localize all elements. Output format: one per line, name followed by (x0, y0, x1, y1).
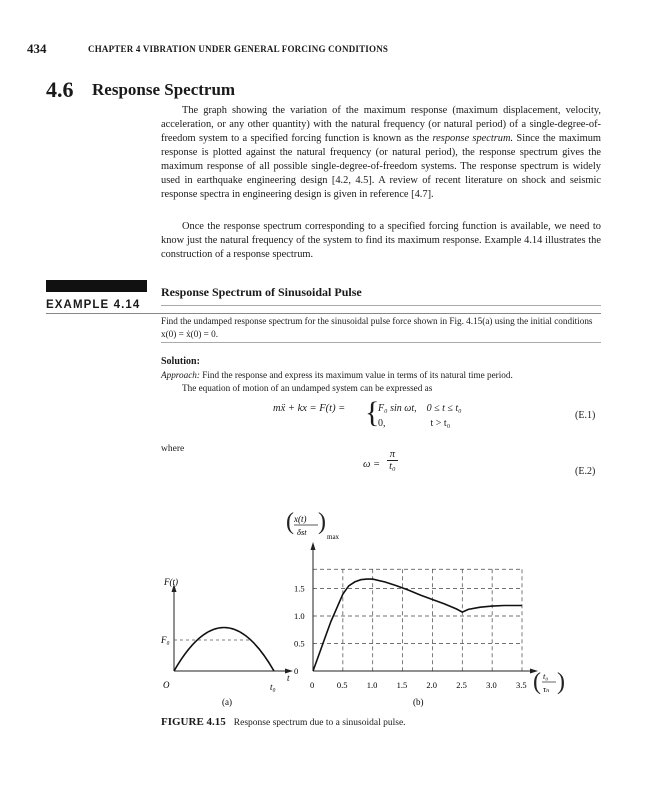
response-spectrum-curve (313, 579, 522, 671)
panel-b-x-label-num: t₀ (543, 671, 549, 681)
y-tick-label: 0.5 (294, 638, 305, 649)
x-tick-label: 2.0 (426, 680, 438, 690)
x-tick-label: 0.5 (336, 680, 348, 690)
example-label: EXAMPLE 4.14 (46, 299, 141, 311)
y-tick-label: 0 (294, 666, 299, 676)
equation-brace: { (365, 396, 380, 429)
panel-b-y-arrow (311, 542, 316, 550)
x-tick-label: 0 (310, 680, 315, 690)
svg-text:(: ( (286, 509, 294, 535)
x-tick-label: 2.5 (456, 680, 467, 690)
equation-e1-case1: F₀ sin ωt, 0 ≤ t ≤ t₀ (378, 403, 462, 414)
section-title: Response Spectrum (92, 80, 236, 99)
panel-a-t-label: t (287, 673, 290, 683)
panel-a-y-label: F(t) (164, 577, 178, 587)
panel-b-y-label-sub: max (327, 533, 340, 541)
panel-a-amp-label: F₀ (161, 635, 170, 645)
y-tick-label: 1.5 (294, 583, 305, 594)
figure-caption: FIGURE 4.15 Response spectrum due to a sinusoidal pulse. (161, 716, 406, 728)
approach-line: Approach: Find the response and express its maximum value in terms of its natural time period. (161, 370, 513, 380)
equation-intro: The equation of motion of an undamped system can be expressed as (182, 383, 433, 393)
paragraph-1: The graph showing the variation of the maximum response (maximum displacement, velocity, acceleration, or any other quantity) with the natural frequency (or natural period) of a single-degree-of-freedom system to a specified forcing function is known as the response spectrum. Since the maximum response is plotted against the natural frequency (or natural period), the response spectrum gives the maximum response of all possible single-degree-of-freedom systems. The response spectrum is widely used in earthquake engineering design [4.2, 4.5]. A review of recent literature on shock and seismic response spectra in engineering design is given in reference [4.7]. (161, 105, 601, 200)
panel-b (286, 509, 565, 707)
response-spectrum-term: response spectrum. (432, 132, 514, 144)
svg-text:): ) (318, 509, 326, 535)
where-label: where (161, 444, 185, 454)
solution-label: Solution: (161, 356, 200, 367)
paragraph-2: Once the response spectrum corresponding to a specified forcing function is available, we need to know just the natural frequency of the system to find its maximum response. Example 4.14 illustrates the construction of a response spectrum. (161, 221, 601, 260)
panel-b-label: (b) (413, 697, 424, 707)
panel-a-label: (a) (222, 697, 232, 707)
x-tick-label: 3.5 (516, 680, 527, 690)
panel-b-x-label-den: τₙ (543, 684, 550, 694)
panel-b-y-label-num: x(t) (294, 514, 307, 524)
x-tick-label: 1.5 (396, 680, 408, 690)
equation-e1-case2: 0, t > t₀ (378, 418, 451, 429)
page-number: 434 (27, 41, 47, 56)
running-header: CHAPTER 4 VIBRATION UNDER GENERAL FORCING CONDITIONS (88, 44, 389, 54)
x-tick-label: 3.0 (486, 680, 497, 690)
equation-e1-lhs: mẍ + kx = F(t) = (273, 403, 346, 414)
panel-a-origin-label: O (163, 680, 170, 690)
svg-text:(: ( (533, 669, 541, 695)
panel-a (160, 577, 293, 707)
equation-e2: ω = $\frac{\pi}{\text{t₀}}$ (363, 449, 398, 472)
x-tick-label: 1.0 (366, 680, 378, 690)
panel-a-t0-label: t₀ (270, 682, 276, 692)
equation-number-e2: (E.2) (575, 466, 596, 477)
example-title: Response Spectrum of Sinusoidal Pulse (161, 285, 362, 299)
example-problem: Find the undamped response spectrum for the sinusoidal pulse force shown in Fig. 4.15(a) using the initial conditions x(0) = ẋ(0) = 0. (161, 316, 593, 339)
panel-b-grid (313, 569, 522, 671)
section-number: 4.6 (46, 77, 74, 102)
panel-b-y-label-den: δst (297, 527, 307, 537)
panel-b-ticks (294, 584, 527, 691)
y-tick-label: 1.0 (294, 611, 305, 621)
equation-number-e1: (E.1) (575, 410, 596, 421)
svg-text:): ) (557, 669, 565, 695)
sinusoid-pulse-curve (174, 628, 274, 672)
